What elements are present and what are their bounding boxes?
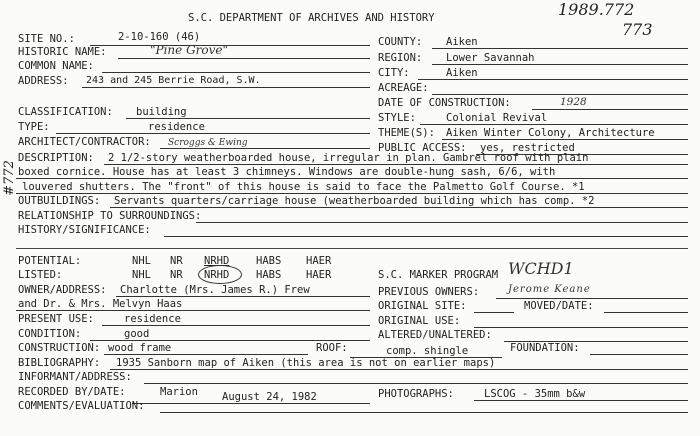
common-name-label: COMMON NAME: xyxy=(18,60,94,72)
informant-line xyxy=(144,383,688,384)
style-value: Colonial Revival xyxy=(446,112,548,124)
photographs-line xyxy=(474,400,688,401)
original-site-label: ORIGINAL SITE: xyxy=(378,300,467,312)
acreage-line xyxy=(432,94,688,95)
themes-value: Aiken Winter Colony, Architecture xyxy=(446,127,655,139)
recorded-by-line xyxy=(132,403,370,404)
site-no-value: 2-10-160 (46) xyxy=(118,31,201,43)
condition-value: good xyxy=(124,328,150,340)
recorded-date-value: August 24, 1982 xyxy=(222,391,317,403)
altered-label: ALTERED/UNALTERED: xyxy=(378,329,492,341)
site-no-line xyxy=(90,45,370,46)
classification-value: building xyxy=(136,106,187,118)
potential-nr: NR xyxy=(170,255,183,267)
present-use-label: PRESENT USE: xyxy=(18,313,94,325)
previous-owners-line xyxy=(496,298,688,299)
outbuildings-line xyxy=(110,207,688,208)
type-label: TYPE: xyxy=(18,121,50,133)
moved-date-label: MOVED/DATE: xyxy=(524,300,594,312)
construction-value: wood frame xyxy=(108,342,172,354)
outbuildings-value: Servants quarters/carriage house (weatherboarded building which has comp. *2 xyxy=(114,195,595,207)
acreage-label: ACREAGE: xyxy=(378,82,429,94)
original-use-label: ORIGINAL USE: xyxy=(378,315,461,327)
listed-nhl: NHL xyxy=(132,269,151,281)
themes-line xyxy=(442,139,688,140)
region-value: Lower Savannah xyxy=(446,52,535,64)
description-line-1: 2 1/2-story weatherboarded house, irregular in plan. Gambrel roof with plain xyxy=(108,152,589,164)
architect-value: Scroggs & Ewing xyxy=(168,138,248,148)
address-label: ADDRESS: xyxy=(18,75,69,87)
potential-nrhd: NRHD xyxy=(204,255,230,267)
comments-label: COMMENTS/EVALUATION: xyxy=(18,400,145,412)
classification-line xyxy=(126,118,370,119)
informant-label: INFORMANT/ADDRESS: xyxy=(18,371,132,383)
description-rule-2 xyxy=(16,178,688,179)
bibliography-value: 1935 Sanborn map of Aiken (this area is not on earlier maps) xyxy=(116,357,496,369)
region-line xyxy=(432,64,688,65)
recorded-by-value: Marion xyxy=(160,386,198,398)
listed-nrhd: NRHD xyxy=(204,269,230,281)
previous-owners-label: PREVIOUS OWNERS: xyxy=(378,286,480,298)
listed-nr: NR xyxy=(170,269,183,281)
relationship-line xyxy=(196,222,688,223)
original-use-line xyxy=(474,327,688,328)
accession-number-top: 1989.772 xyxy=(558,0,635,19)
photographs-value: LSCOG - 35mm b&w xyxy=(484,388,586,400)
description-line-2: boxed cornice. House has at least 3 chimneys. Windows are double-hung sash, 6/6, with xyxy=(18,166,556,178)
city-value: Aiken xyxy=(446,67,478,79)
potential-label: POTENTIAL: xyxy=(18,255,82,267)
listed-haer: HAER xyxy=(306,269,332,281)
description-rule-3 xyxy=(16,193,688,194)
listed-habs: HABS xyxy=(256,269,282,281)
type-value: residence xyxy=(148,121,205,133)
history-label: HISTORY/SIGNIFICANCE: xyxy=(18,224,151,236)
common-name-line xyxy=(102,72,370,73)
potential-nhl: NHL xyxy=(132,255,151,267)
potential-haer: HAER xyxy=(306,255,332,267)
classification-label: CLASSIFICATION: xyxy=(18,106,113,118)
original-site-line xyxy=(474,312,514,313)
owner-rule-2 xyxy=(16,310,370,311)
historic-name-line xyxy=(118,58,370,59)
foundation-label: FOUNDATION: xyxy=(510,342,580,354)
county-line xyxy=(432,48,688,49)
city-label: CITY: xyxy=(378,67,410,79)
potential-habs: HABS xyxy=(256,255,282,267)
section-divider xyxy=(16,248,688,249)
county-label: COUNTY: xyxy=(378,36,423,48)
historic-name-value: "Pine Grove" xyxy=(150,43,229,57)
condition-label: CONDITION: xyxy=(18,328,82,340)
address-line xyxy=(82,87,370,88)
style-label: STYLE: xyxy=(378,112,416,124)
owner-label: OWNER/ADDRESS: xyxy=(18,284,107,296)
county-value: Aiken xyxy=(446,36,478,48)
construction-label: CONSTRUCTION: xyxy=(18,342,101,354)
architect-line xyxy=(160,148,370,149)
themes-label: THEME(S): xyxy=(378,127,435,139)
owner-line-1: Charlotte (Mrs. James R.) Frew xyxy=(120,284,310,296)
bibliography-line xyxy=(110,369,688,370)
bibliography-label: BIBLIOGRAPHY: xyxy=(18,357,101,369)
previous-owners-value: Jerome Keane xyxy=(508,284,591,295)
present-use-line xyxy=(102,325,370,326)
public-access-label: PUBLIC ACCESS: xyxy=(378,142,467,154)
marker-program-label: S.C. MARKER PROGRAM xyxy=(378,269,499,281)
outbuildings-label: OUTBUILDINGS: xyxy=(18,195,101,207)
listed-label: LISTED: xyxy=(18,269,63,281)
description-label: DESCRIPTION: xyxy=(18,152,94,164)
foundation-line xyxy=(590,354,688,355)
date-of-construction-line xyxy=(532,109,688,110)
marker-program-value: WCHD1 xyxy=(508,259,574,278)
site-no-label: SITE NO.: xyxy=(18,33,75,45)
accession-number-bottom: 773 xyxy=(622,20,653,39)
history-line xyxy=(164,236,688,237)
description-line-3: louvered shutters. The "front" of this house is said to face the Palmetto Golf Course. *1 xyxy=(22,181,585,193)
architect-label: ARCHITECT/CONTRACTOR: xyxy=(18,136,151,148)
roof-label: ROOF: xyxy=(316,342,348,354)
present-use-value: residence xyxy=(124,313,181,325)
historic-name-label: HISTORIC NAME: xyxy=(18,46,107,58)
address-value: 243 and 245 Berrie Road, S.W. xyxy=(86,75,261,86)
moved-date-line xyxy=(604,312,688,313)
roof-value: comp. shingle xyxy=(386,345,469,357)
date-of-construction-label: DATE OF CONSTRUCTION: xyxy=(378,97,511,109)
relationship-label: RELATIONSHIP TO SURROUNDINGS: xyxy=(18,210,202,222)
construction-line xyxy=(104,354,308,355)
public-access-value: yes, restricted xyxy=(480,142,575,154)
date-of-construction-value: 1928 xyxy=(560,96,587,108)
photographs-label: PHOTOGRAPHS: xyxy=(378,388,454,400)
listed-nrhd-circle xyxy=(198,265,242,284)
comments-line xyxy=(160,412,688,413)
city-line xyxy=(418,79,688,80)
type-line xyxy=(56,133,370,134)
owner-rule-1 xyxy=(116,296,370,297)
description-rule-1 xyxy=(104,164,688,165)
style-line xyxy=(420,124,688,125)
side-accession-note: #772 xyxy=(1,160,17,196)
region-label: REGION: xyxy=(378,52,423,64)
recorded-by-label: RECORDED BY/DATE: xyxy=(18,386,126,398)
condition-line xyxy=(90,340,370,341)
owner-line-2: and Dr. & Mrs. Melvyn Haas xyxy=(18,298,183,310)
card-title: S.C. DEPARTMENT OF ARCHIVES AND HISTORY xyxy=(188,12,435,24)
